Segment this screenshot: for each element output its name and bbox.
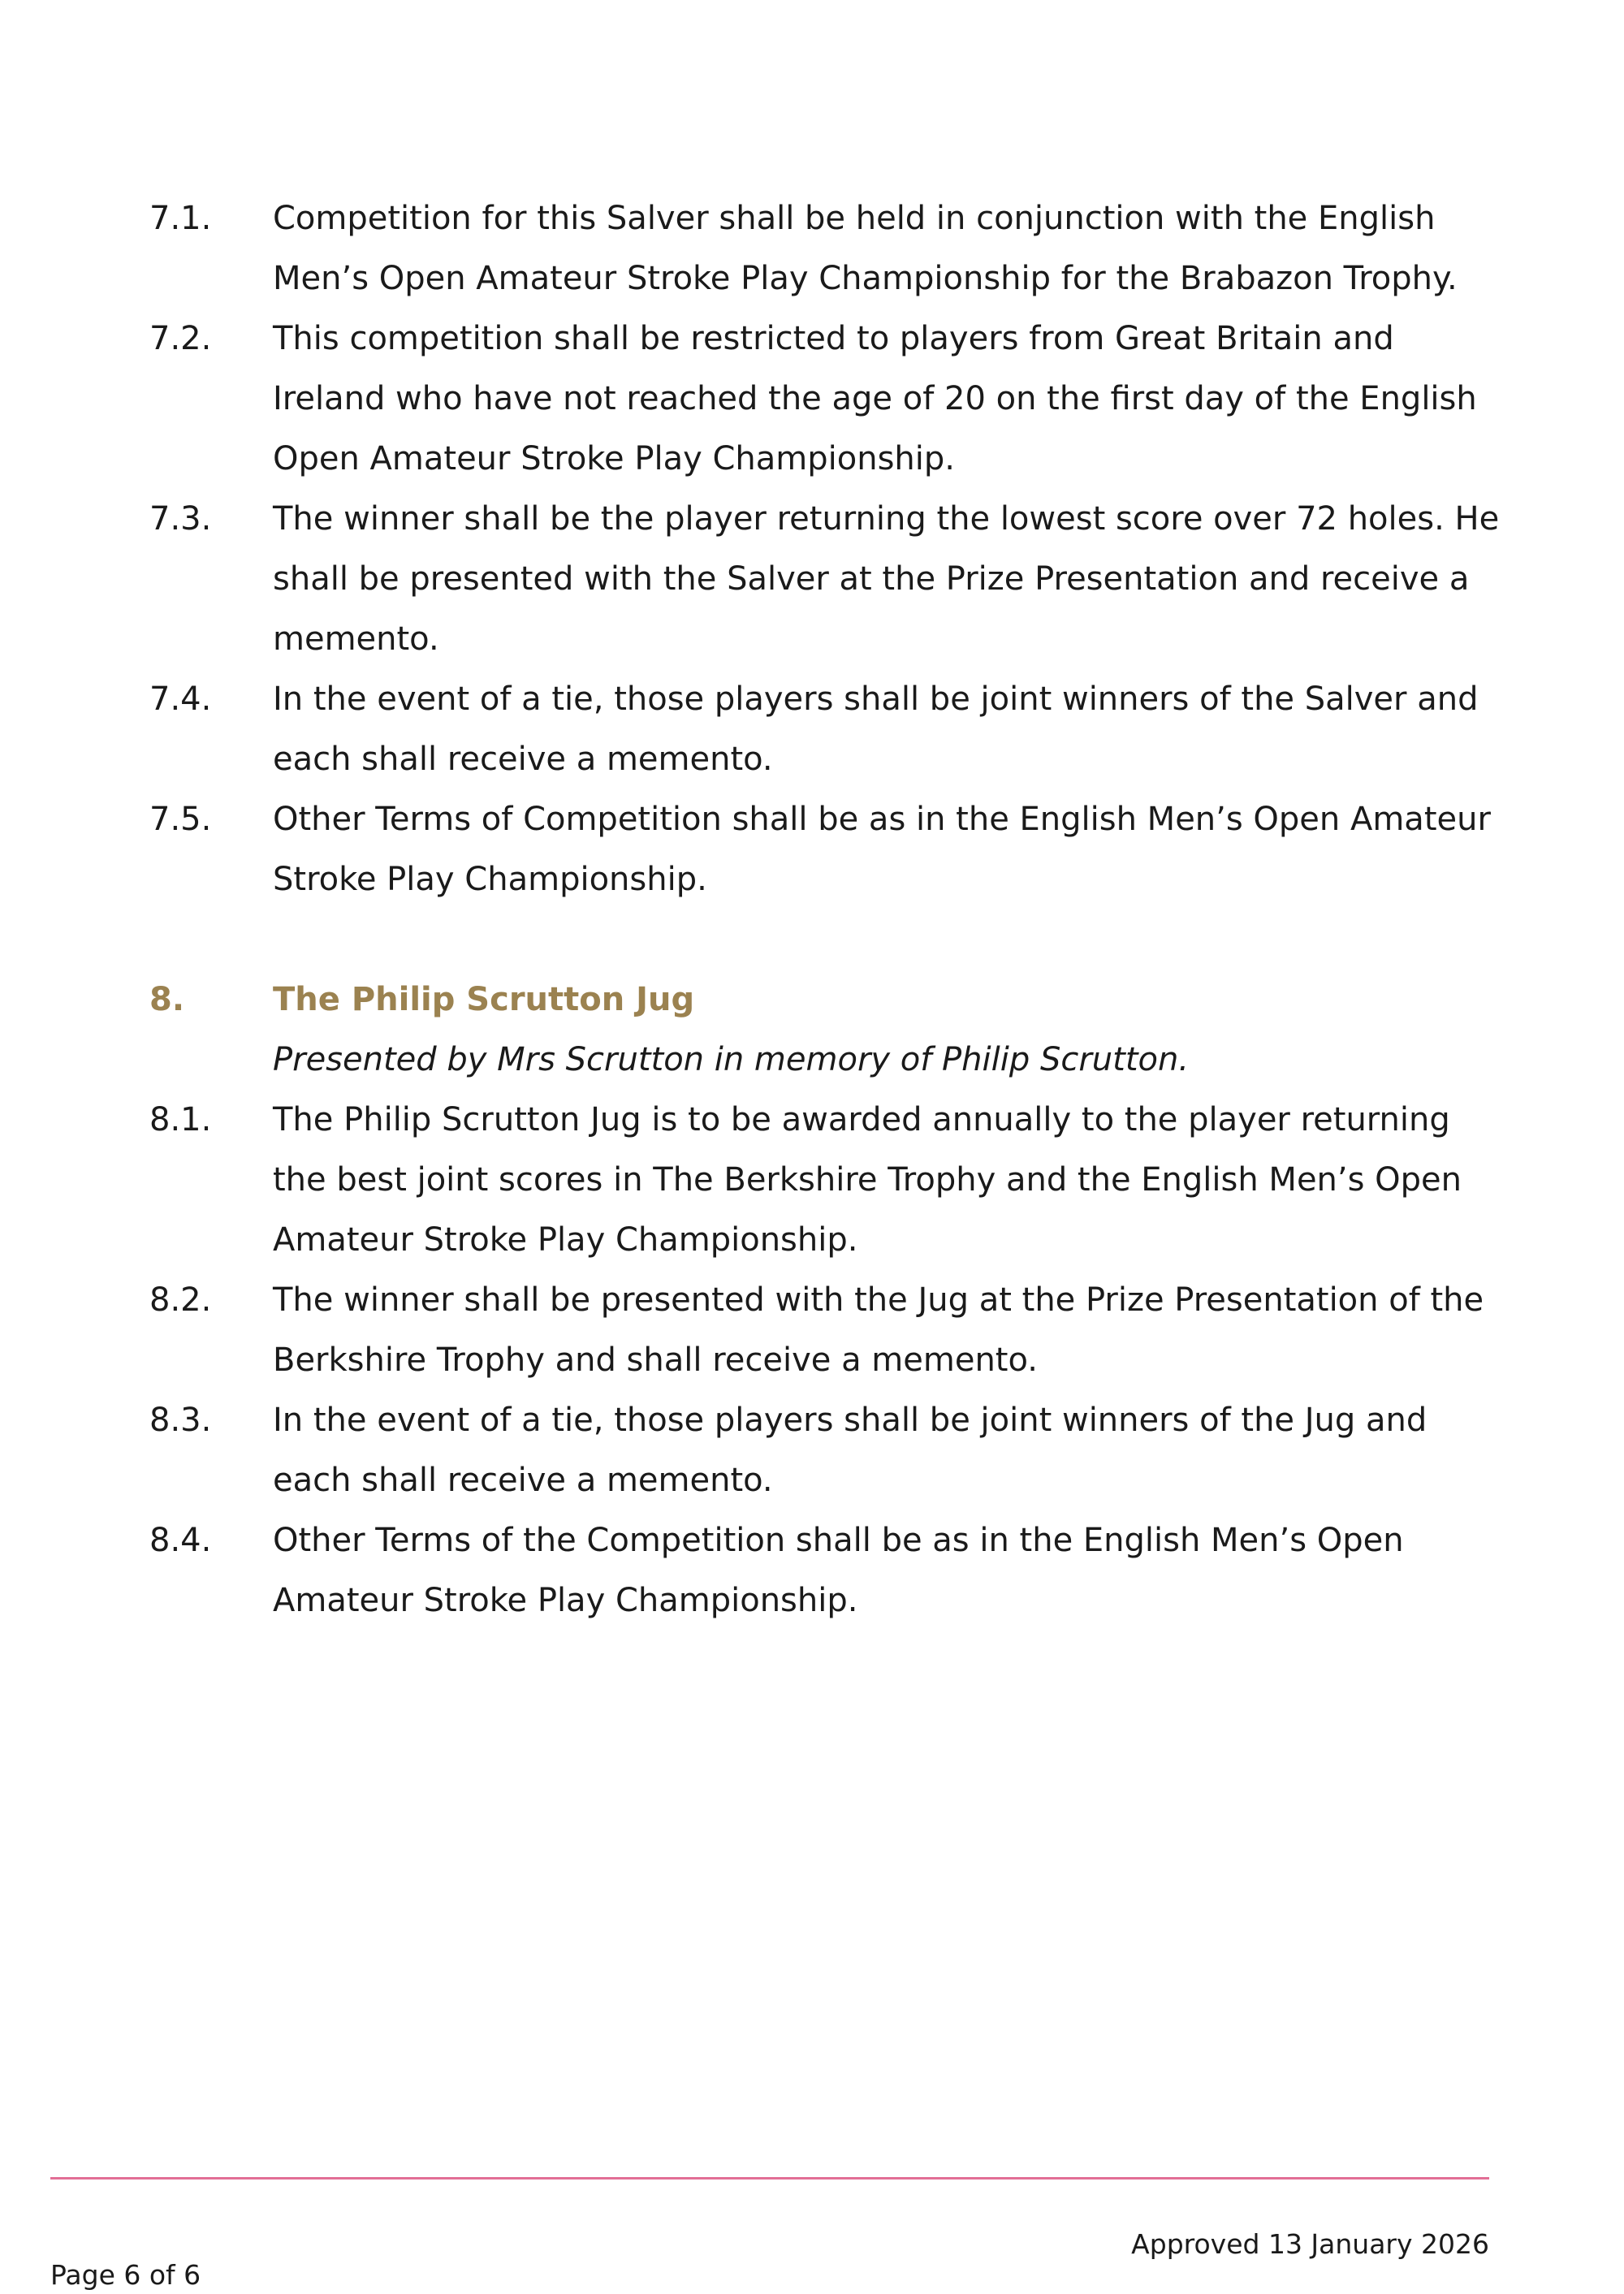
clause-text: The Philip Scrutton Jug is to be awarded annually to the player returning the best joint scores in The Berkshire Trophy and the English Men’s Open Amateur Stroke Play Championship. <box>273 1101 1462 1259</box>
footer-divider <box>50 2177 1489 2180</box>
clause-text: The winner shall be presented with the Jug at the Prize Presentation of the Berkshire Trophy and shall receive a memento. <box>273 1281 1484 1379</box>
section-8-subtitle-row <box>149 1030 1514 1090</box>
clause-text: In the event of a tie, those players shall be joint winners of the Jug and each shall receive a memento. <box>273 1402 1427 1499</box>
clause-number: 7.4. <box>149 680 212 718</box>
clause-number: 8.2. <box>149 1281 212 1319</box>
section-title: The Philip Scrutton Jug <box>273 981 695 1018</box>
clause-number: 8.3. <box>149 1402 212 1439</box>
section-8-heading <box>149 970 1514 1030</box>
clause-7-2 <box>149 309 1514 489</box>
clause-8-2 <box>149 1270 1514 1390</box>
clause-number: 7.3. <box>149 500 212 538</box>
clause-number: 8.1. <box>149 1101 212 1138</box>
clause-7-5 <box>149 789 1514 909</box>
clause-number: 7.2. <box>149 320 212 357</box>
clause-7-1 <box>149 188 1514 309</box>
page-number: Page 6 of 6 <box>50 2259 201 2291</box>
clause-number: 7.1. <box>149 200 212 237</box>
clause-text: This competition shall be restricted to players from Great Britain and Ireland who have not reached the age of 20 on the first day of the English Open Amateur Stroke Play Championship. <box>273 320 1477 477</box>
section-spacer <box>149 909 1514 970</box>
clause-text: Other Terms of the Competition shall be as in the English Men’s Open Amateur Stroke Play Championship. <box>273 1522 1404 1619</box>
clause-text: In the event of a tie, those players shall be joint winners of the Salver and each shall receive a memento. <box>273 680 1479 778</box>
section-number: 8. <box>149 981 185 1018</box>
document-body <box>149 188 1514 1631</box>
section-subtitle: Presented by Mrs Scrutton in memory of Philip Scrutton. <box>273 1041 1190 1078</box>
clause-8-1 <box>149 1090 1514 1270</box>
clause-number: 7.5. <box>149 801 212 838</box>
clause-text: The winner shall be the player returning the lowest score over 72 holes. He shall be presented with the Salver at the Prize Presentation and receive a memento. <box>273 500 1500 658</box>
clause-7-3 <box>149 489 1514 669</box>
clause-7-4 <box>149 669 1514 789</box>
clause-text: Competition for this Salver shall be held in conjunction with the English Men’s Open Amateur Stroke Play Championship for the Brabazon Trophy. <box>273 200 1458 297</box>
clause-8-4 <box>149 1510 1514 1631</box>
clause-number: 8.4. <box>149 1522 212 1559</box>
clause-8-3 <box>149 1390 1514 1510</box>
clause-text: Other Terms of Competition shall be as in the English Men’s Open Amateur Stroke Play Championship. <box>273 801 1491 898</box>
approval-date: Approved 13 January 2026 <box>1131 2228 1489 2260</box>
